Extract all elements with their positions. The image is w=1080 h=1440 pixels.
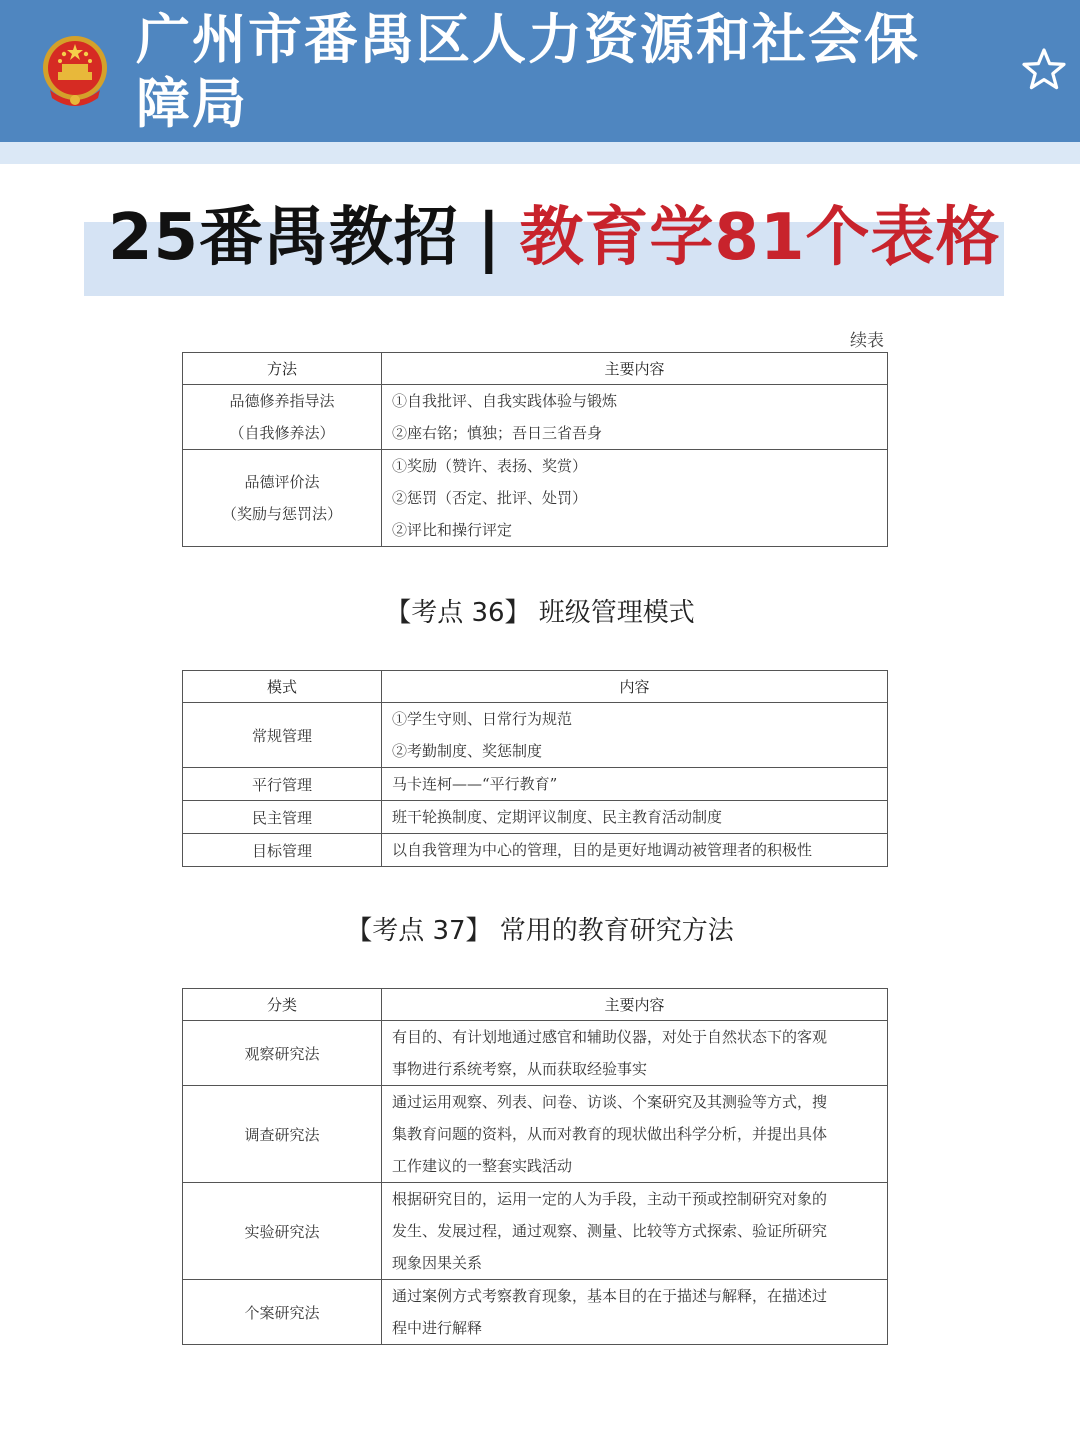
row-content: ①学生守则、日常行为规范 ②考勤制度、奖惩制度: [382, 703, 888, 768]
row-content: ①自我批评、自我实践体验与锻炼 ②座右铭；慎独；吾日三省吾身: [382, 385, 888, 450]
row-name: 目标管理: [183, 834, 382, 867]
table-row: [183, 1280, 888, 1345]
section-title-37: 【考点 37】 常用的教育研究方法: [346, 916, 734, 946]
table-row: [183, 385, 888, 450]
row-name: 品德修养指导法 （自我修养法）: [183, 385, 382, 450]
row-name: 实验研究法: [183, 1183, 382, 1280]
org-title: 广州市番禺区人力资源和社会保障局: [136, 8, 920, 135]
row-content: 以自我管理为中心的管理，目的是更好地调动被管理者的积极性: [382, 834, 888, 867]
table-row: [183, 450, 888, 547]
header-divider: [0, 142, 1080, 164]
table-row: [183, 1021, 888, 1086]
section-title-36: 【考点 36】 班级管理模式: [385, 598, 695, 628]
column-header: 内容: [382, 671, 888, 703]
star-outline-icon[interactable]: [1020, 46, 1068, 94]
headline-right: 教育学81个表格: [519, 201, 1001, 275]
table-row: [183, 768, 888, 801]
table-row: [183, 834, 888, 867]
national-emblem-icon: [40, 34, 110, 108]
column-header: 主要内容: [382, 989, 888, 1021]
row-name: 个案研究法: [183, 1280, 382, 1345]
column-header: 模式: [183, 671, 382, 703]
row-name: 品德评价法 （奖励与惩罚法）: [183, 450, 382, 547]
column-header: 分类: [183, 989, 382, 1021]
row-name: 民主管理: [183, 801, 382, 834]
table-row: [183, 703, 888, 768]
column-header: 方法: [183, 353, 382, 385]
table-row: [183, 1086, 888, 1183]
table-header-row: [183, 989, 888, 1021]
methods-table: [182, 352, 888, 547]
row-name: 观察研究法: [183, 1021, 382, 1086]
headline: [108, 196, 1028, 280]
row-content: 有目的、有计划地通过感官和辅助仪器，对处于自然状态下的客观 事物进行系统考察，从而获取经验事实: [382, 1021, 888, 1086]
table-row: [183, 801, 888, 834]
row-content: 马卡连柯——“平行教育”: [382, 768, 888, 801]
class-management-table: [182, 670, 888, 867]
continued-label: 续表: [850, 331, 884, 351]
table-row: [183, 1183, 888, 1280]
headline-separator: |: [477, 201, 502, 275]
column-header: 主要内容: [382, 353, 888, 385]
row-name: 调查研究法: [183, 1086, 382, 1183]
row-content: ①奖励（赞许、表扬、奖赏） ②惩罚（否定、批评、处罚） ②评比和操行评定: [382, 450, 888, 547]
table-header-row: [183, 353, 888, 385]
row-content: 根据研究目的，运用一定的人为手段，主动干预或控制研究对象的 发生、发展过程，通过观察、测量、比较等方式探索、验证所研究 现象因果关系: [382, 1183, 888, 1280]
row-content: 班干轮换制度、定期评议制度、民主教育活动制度: [382, 801, 888, 834]
research-methods-table: [182, 988, 888, 1345]
row-name: 常规管理: [183, 703, 382, 768]
table-header-row: [183, 671, 888, 703]
row-content: 通过案例方式考察教育现象，基本目的在于描述与解释，在描述过 程中进行解释: [382, 1280, 888, 1345]
row-content: 通过运用观察、列表、问卷、访谈、个案研究及其测验等方式，搜 集教育问题的资料，从而对教育的现状做出科学分析，并提出具体 工作建议的一整套实践活动: [382, 1086, 888, 1183]
headline-left: 25番禺教招: [108, 201, 460, 275]
row-name: 平行管理: [183, 768, 382, 801]
